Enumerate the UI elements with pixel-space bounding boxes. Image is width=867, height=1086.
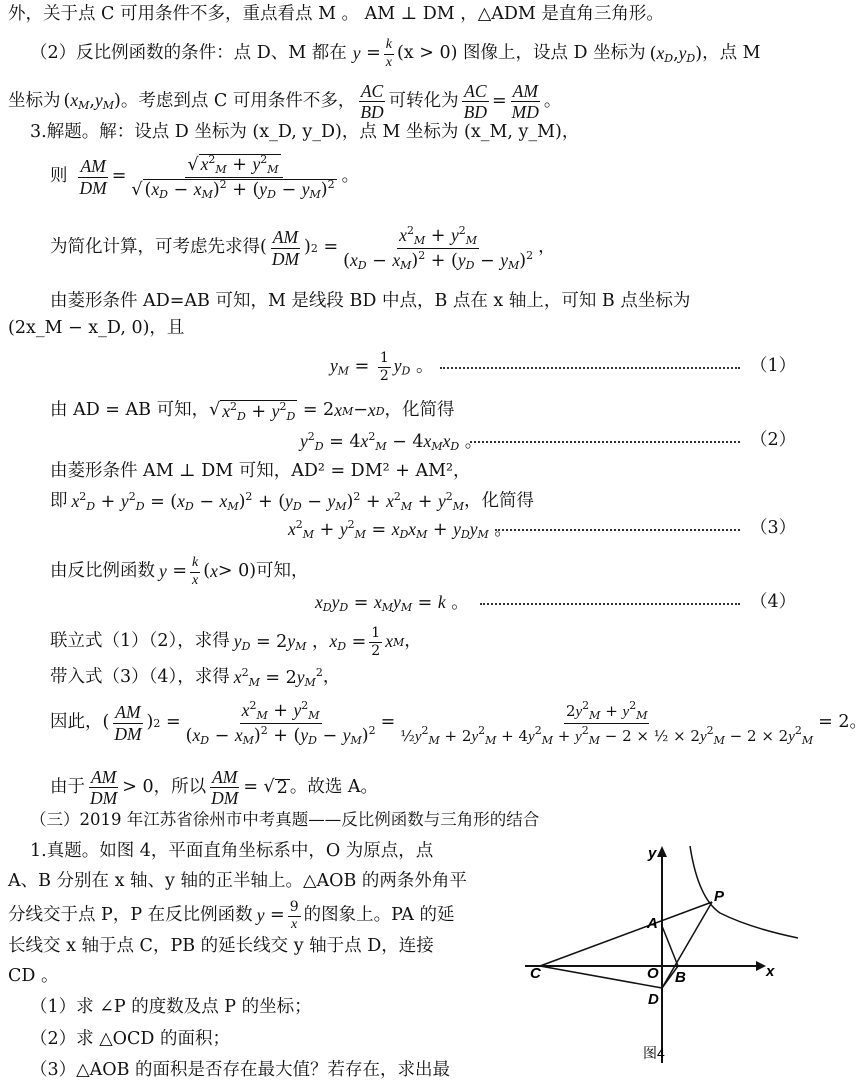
label-d: D [648, 991, 659, 1008]
question-1: （1）求 ∠P 的度数及点 P 的坐标； [30, 997, 312, 1017]
label-a: A [647, 915, 658, 932]
fraction-k-over-x: k x [385, 37, 392, 70]
equation-4: xDyD = xMyM = k 。 （4） [315, 591, 797, 614]
section-heading: （三）2019 年江苏省徐州市中考真题——反比例函数与三角形的结合 [30, 810, 540, 829]
label-b: B [675, 969, 686, 986]
text-line-14: 带入式（3）（4），求得 $x^2M = 2yM^2$ ， [50, 666, 341, 689]
equation-3: $x^2M + y^2M$ = xDxM + yDyM 。 （3） [288, 517, 797, 541]
y-axis-arrow-icon [657, 846, 667, 857]
text-line-3: 坐标为 (xM,yM) 。考虑到点 C 可用条件不多， AC BD 可转化为 AC BD = AM MD 。 [8, 81, 562, 123]
fraction-am-dm-formula: √ $x^2M + y^2M$ √ (xD − xM)$^2$ + (yD − yM)$^2$ [131, 153, 335, 201]
line-cd [540, 966, 662, 988]
problem-line-5: CD 。 [8, 966, 59, 986]
hyperbola-curve [690, 846, 798, 938]
x-axis-arrow-icon [756, 961, 766, 971]
problem-line-4: 长线交 x 轴于点 C，PB 的延长线交 y 轴于点 D，连接 [8, 936, 434, 956]
text-line-12: 由反比例函数 y = k x ( x > 0) 可知， [50, 555, 309, 588]
text-line-16: 由于 AM DM > 0 ，所以 AM DM = √ 2 。故选 A。 [50, 767, 379, 809]
problem-line-2: A、B 分别在 x 轴、y 轴的正半轴上。△AOB 的两条外角平 [8, 871, 467, 891]
text-line-1: 外，关于点 C 可用条件不多，重点看点 M 。 AM ⊥ DM ，△ADM 是直角三角形。 [8, 4, 664, 24]
fraction-squared-formula: $x^2M + y^2M$ (xD − xM)$^2$ + (yD − yM)$^2$ [343, 224, 534, 272]
equation-2: $y^2D = 4x^2M$ − 4xMxD 。 （2） [300, 429, 797, 453]
fraction-final: $2y^2_M + y^2_M$ $\frac{1}{2}y^2_M + 2y^2_M + 4y^2_M + y^2_M - 2$ × ½ × $2y^2_M - 2 \times 2y^2_M$ [400, 699, 814, 747]
fraction-am-md: AM MD [511, 81, 539, 123]
problem-line-1: 1.真题。如图 4，平面直角坐标系中，O 为原点，点 [30, 841, 434, 861]
text-line-7: 由菱形条件 AD=AB 可知，M 是线段 BD 中点，B 点在 x 轴上，可知 B 点坐标为 [50, 291, 691, 311]
text-line-11: 即 $x^2D + y^2D = (xD - xM)^2 + (yD - yM)^2 + x^2M + y^2M$ ，化简得 [50, 490, 535, 513]
text-line-4: 3.解题。解：设点 D 坐标为 (x_D, y_D)，点 M 坐标为 (x_M, y_M)， [30, 122, 580, 142]
label-o: O [647, 965, 659, 982]
fraction-ac-bd: AC BD [360, 81, 384, 123]
text-line-6: 为简化计算，可考虑先求得 ( AM DM ) 2 = $x^2M + y^2M$ (xD − xM)$^2$ + (yD − yM)$^2$ ， [50, 224, 556, 272]
text-line-2: （2）反比例函数的条件：点 D、M 都在 y = k x (x > 0) 图像上，设点 D 坐标为 (xD,yD) ，点 M [30, 37, 761, 70]
text-line-5: 则 AM DM = √ $x^2M + y^2M$ √ (xD − xM)$^2$ + (yD − yM)$^2$ 。 [50, 153, 360, 201]
text-line-13: 联立式（1）（2），求得 yD = 2yM ，xD = $\frac{1}{2}$ x M ， [50, 625, 422, 659]
question-2: （2）求 △OCD 的面积； [30, 1029, 230, 1049]
label-c: C [530, 965, 541, 982]
label-y: y [648, 845, 657, 862]
problem-line-3: 分线交于点 P，P 在反比例函数 y = 9 x 的图象上。PA 的延 [8, 899, 455, 932]
label-x: x [766, 963, 775, 980]
label-p: P [714, 888, 725, 905]
text-line-15: 因此， ( AM DM ) 2 = $x^2M + y^2M$ (xD − xM)$^2$ + (yD − yM)$^2$ = $2y^2_M + y^2_M$ $\frac{1}{2}y^2_M + 2y^2_M + 4y^2_M + y^2_M - 2$ × ½ × $2y^2_M - 2 \times 2y^2_M$ = 2 。 [50, 699, 867, 747]
text-line-10: 由菱形条件 AM ⊥ DM 可知，AD² = DM² + AM²， [50, 461, 471, 481]
figure-4 [520, 838, 800, 1068]
line-ab [662, 926, 678, 966]
text-line-9: 由 AD = AB 可知， √ $x^2D + y^2D$ = 2 x M − x D ，化简得 [50, 400, 455, 423]
text-line-8: (2x_M − x_D, 0)，且 [8, 318, 185, 338]
line-cp [540, 902, 712, 966]
figure-caption: 图4 [643, 1045, 665, 1061]
equation-1: yM = $\frac{1}{2}$ yD 。 （1） [330, 349, 797, 384]
question-3: （3）△AOB 的面积是否存在最大值？若存在，求出最 [30, 1060, 450, 1080]
